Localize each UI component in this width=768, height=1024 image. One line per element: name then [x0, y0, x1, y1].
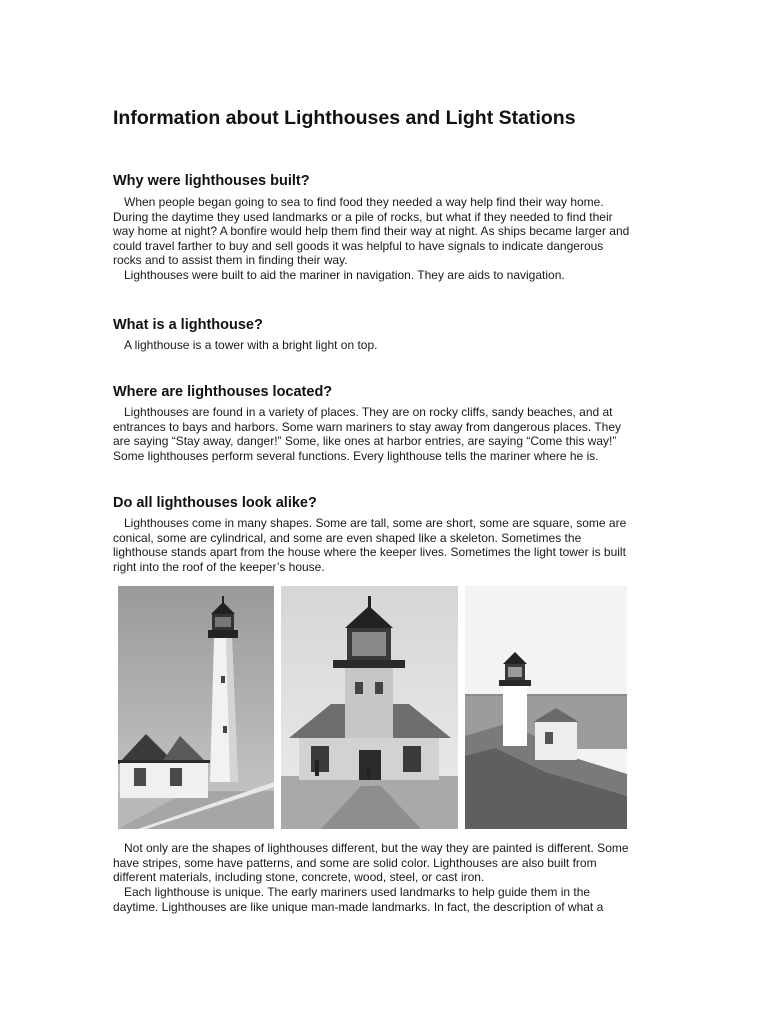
paragraph-look-alike	[113, 516, 658, 574]
text-line: Each lighthouse is unique. The early mariners used landmarks to help guide them in the	[124, 885, 591, 899]
paragraph-what-is	[113, 338, 658, 353]
document-title: Information about Lighthouses and Light Stations	[113, 107, 576, 129]
text-line: lighthouse stands apart from the house where the keeper lives. Sometimes the light tower is built	[113, 545, 626, 560]
text-line: have stripes, some have patterns, and some are solid color. Lighthouses are also built from	[113, 855, 597, 870]
heading-why-built: Why were lighthouses built?	[113, 173, 310, 189]
paragraph-unique	[113, 885, 658, 914]
paragraph-where-located	[113, 405, 658, 463]
text-line: Lighthouses are found in a variety of places. They are on rocky cliffs, sandy beaches, and at	[124, 405, 613, 419]
paragraph-why-built-1	[113, 195, 658, 268]
text-line: A lighthouse is a tower with a bright light on top.	[124, 338, 378, 352]
text-line: Lighthouses come in many shapes. Some are tall, some are short, some are square, some are	[124, 516, 627, 530]
text-line: daytime. Lighthouses are like unique man-made landmarks. In fact, the description of what a	[113, 899, 604, 914]
text-line: When people began going to sea to find food they needed a way help find their way home.	[124, 195, 604, 209]
text-line: are saying “Stay away, danger!” Some, like ones at harbor entries, are saying “Come this way!”	[113, 434, 617, 449]
text-line: way home at night? A bonfire would help them find their way at night. As ships became larger and	[113, 224, 630, 239]
photo-house-lighthouse	[281, 586, 458, 829]
text-line: entrances to bays and harbors. Some warn mariners to stay away from dangerous places. They	[113, 419, 622, 434]
paragraph-painting	[113, 841, 658, 885]
text-line: During the daytime they used landmarks or a pile of rocks, but what if they needed to find their	[113, 209, 613, 224]
heading-look-alike: Do all lighthouses look alike?	[113, 495, 317, 511]
text-line: right into the roof of the keeper’s house.	[113, 559, 325, 574]
heading-where-located: Where are lighthouses located?	[113, 384, 333, 400]
text-line: Lighthouses were built to aid the mariner in navigation. They are aids to navigation.	[124, 268, 565, 282]
text-line: different materials, including stone, concrete, wood, steel, or cast iron.	[113, 870, 485, 885]
text-line: rocks and to assist them in finding their way.	[113, 253, 348, 268]
paragraph-why-built-2	[113, 268, 658, 283]
photo-cliff-lighthouse	[465, 586, 627, 829]
text-line: conical, some are cylindrical, and some are even shaped like a skeleton. Sometimes the	[113, 530, 582, 545]
heading-what-is: What is a lighthouse?	[113, 317, 263, 333]
text-line: Some lighthouses perform several functions. Every lighthouse tells the mariner where he is.	[113, 448, 599, 463]
text-line: Not only are the shapes of lighthouses different, but the way they are painted is different. Some	[124, 841, 629, 855]
text-line: could travel farther to buy and sell goods it was helpful to have signals to indicate dangerous	[113, 238, 604, 253]
photo-tall-lighthouse	[118, 586, 274, 829]
